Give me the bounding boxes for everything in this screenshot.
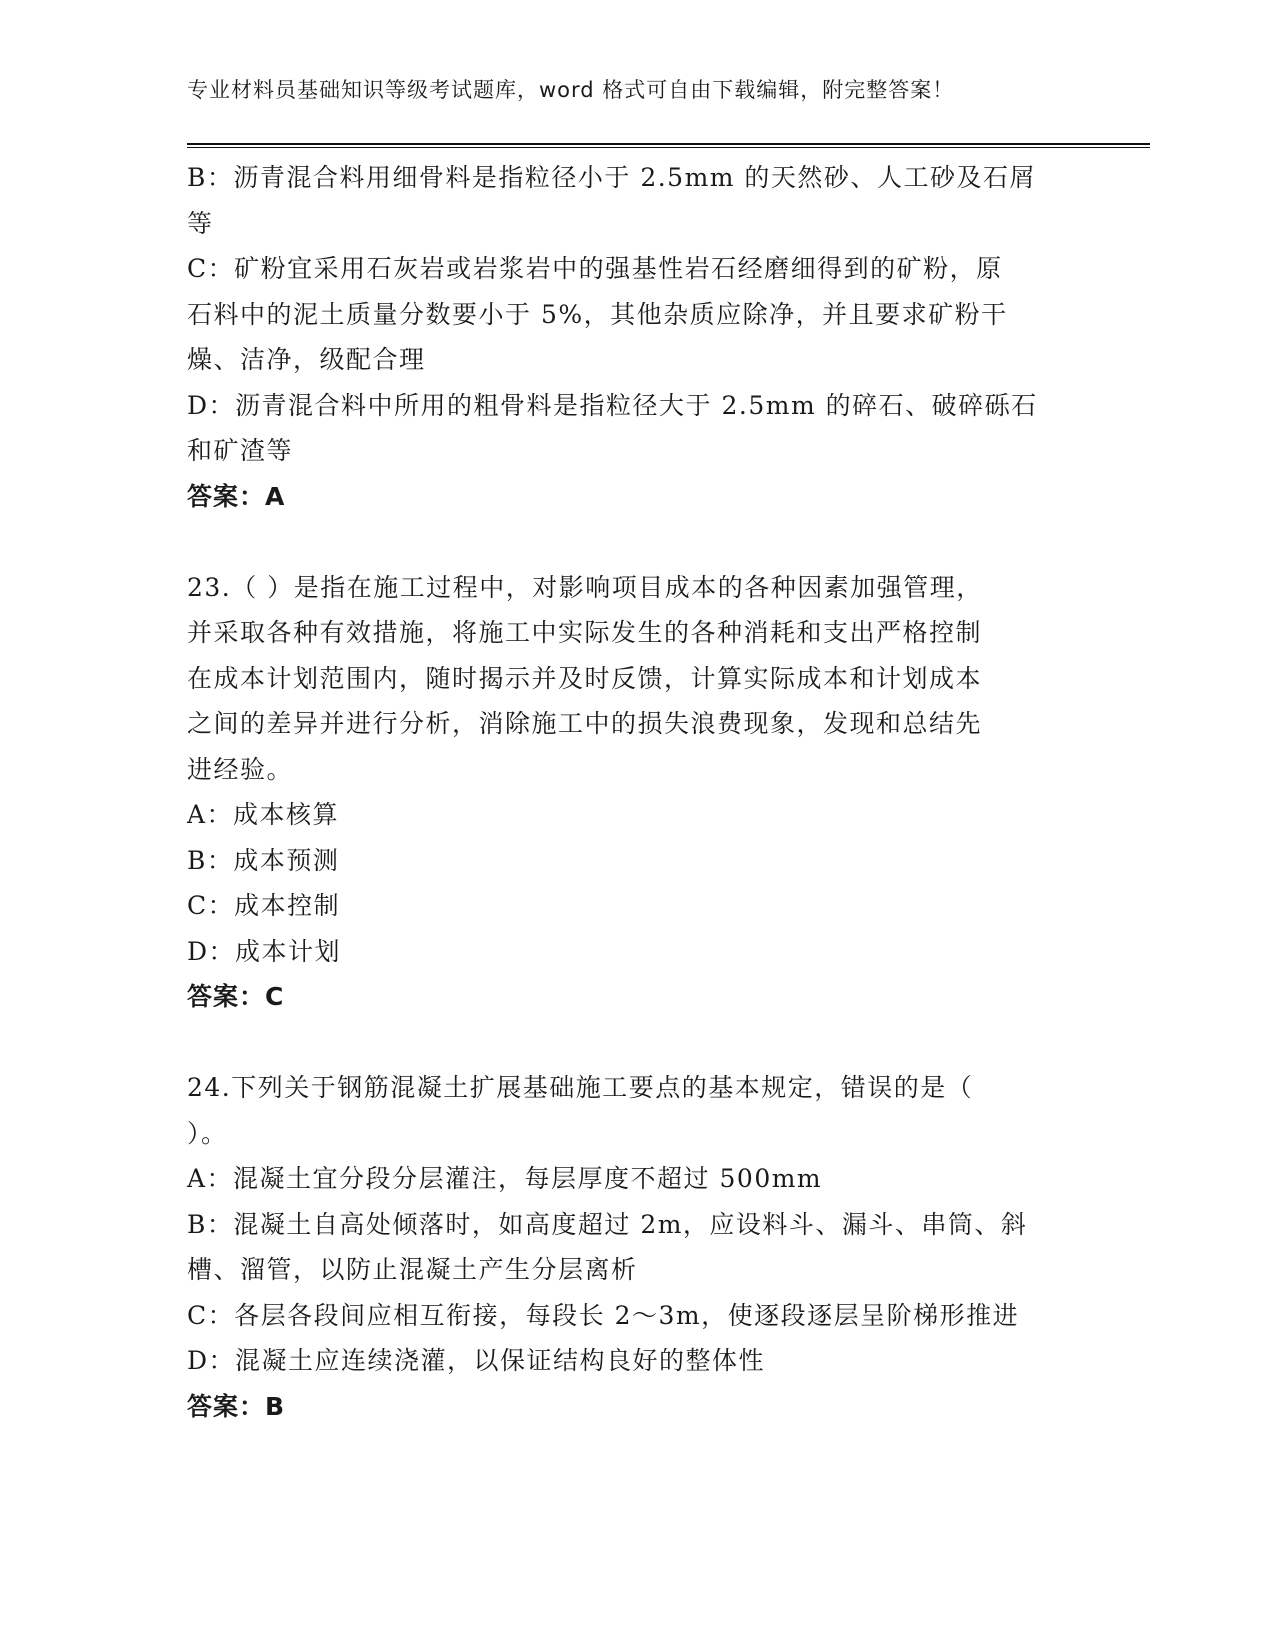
option-a: A：混凝土宜分段分层灌注，每层厚度不超过 500mm: [187, 1164, 823, 1193]
option-c-line: 石料中的泥土质量分数要小于 5%，其他杂质应除净，并且要求矿粉干: [187, 299, 1008, 329]
question-22-options-tail: [187, 155, 1087, 519]
spacer: [187, 519, 1087, 565]
option-c: C：成本控制: [187, 891, 341, 920]
answer-22: 答案：A: [187, 481, 286, 511]
option-c-line: C：矿粉宜采用石灰岩或岩浆岩中的强基性岩石经磨细得到的矿粉，原: [187, 254, 1003, 283]
answer-24: 答案：B: [187, 1391, 286, 1421]
option-d: D：混凝土应连续浇灌，以保证结构良好的整体性: [187, 1346, 766, 1375]
option-b-line: B：混凝土自高处倾落时，如高度超过 2m，应设料斗、漏斗、串筒、斜: [187, 1209, 1028, 1239]
question-stem-line: 之间的差异并进行分析，消除施工中的损失浪费现象，发现和总结先: [187, 709, 983, 738]
question-24: [187, 1065, 1087, 1429]
option-b-line: 等: [187, 208, 214, 238]
option-b-line: B：沥青混合料用细骨料是指粒径小于 2.5mm 的天然砂、人工砂及石屑: [187, 163, 1036, 192]
header-divider: [187, 143, 1150, 148]
option-d-line: D：沥青混合料中所用的粗骨料是指粒径大于 2.5mm 的碎石、破碎砾石: [187, 390, 1038, 420]
option-d-line: 和矿渣等: [187, 436, 294, 465]
question-stem-line: 在成本计划范围内，随时揭示并及时反馈，计算实际成本和计划成本: [187, 663, 983, 693]
document-body: [187, 155, 1087, 1429]
option-c: C：各层各段间应相互衔接，每段长 2～3m，使逐段逐层呈阶梯形推进: [187, 1300, 1020, 1330]
answer-23: 答案：C: [187, 982, 285, 1011]
question-stem-line: 24.下列关于钢筋混凝土扩展基础施工要点的基本规定，错误的是（: [187, 1073, 974, 1102]
option-b-line: 槽、溜管，以防止混凝土产生分层离析: [187, 1255, 638, 1284]
question-stem-line: 进经验。: [187, 754, 294, 784]
option-b: B：成本预测: [187, 845, 340, 875]
question-stem-line: 23.（ ）是指在施工过程中，对影响项目成本的各种因素加强管理，: [187, 572, 983, 602]
question-stem-line: 并采取各种有效措施，将施工中实际发生的各种消耗和支出严格控制: [187, 618, 983, 647]
option-a: A：成本核算: [187, 800, 340, 829]
option-c-line: 燥、洁净，级配合理: [187, 345, 426, 374]
question-23: [187, 565, 1087, 1020]
page-header: 专业材料员基础知识等级考试题库，word 格式可自由下载编辑，附完整答案！: [187, 78, 955, 102]
spacer: [187, 1020, 1087, 1066]
question-stem-line: ）。: [187, 1118, 228, 1148]
option-d: D：成本计划: [187, 936, 342, 966]
